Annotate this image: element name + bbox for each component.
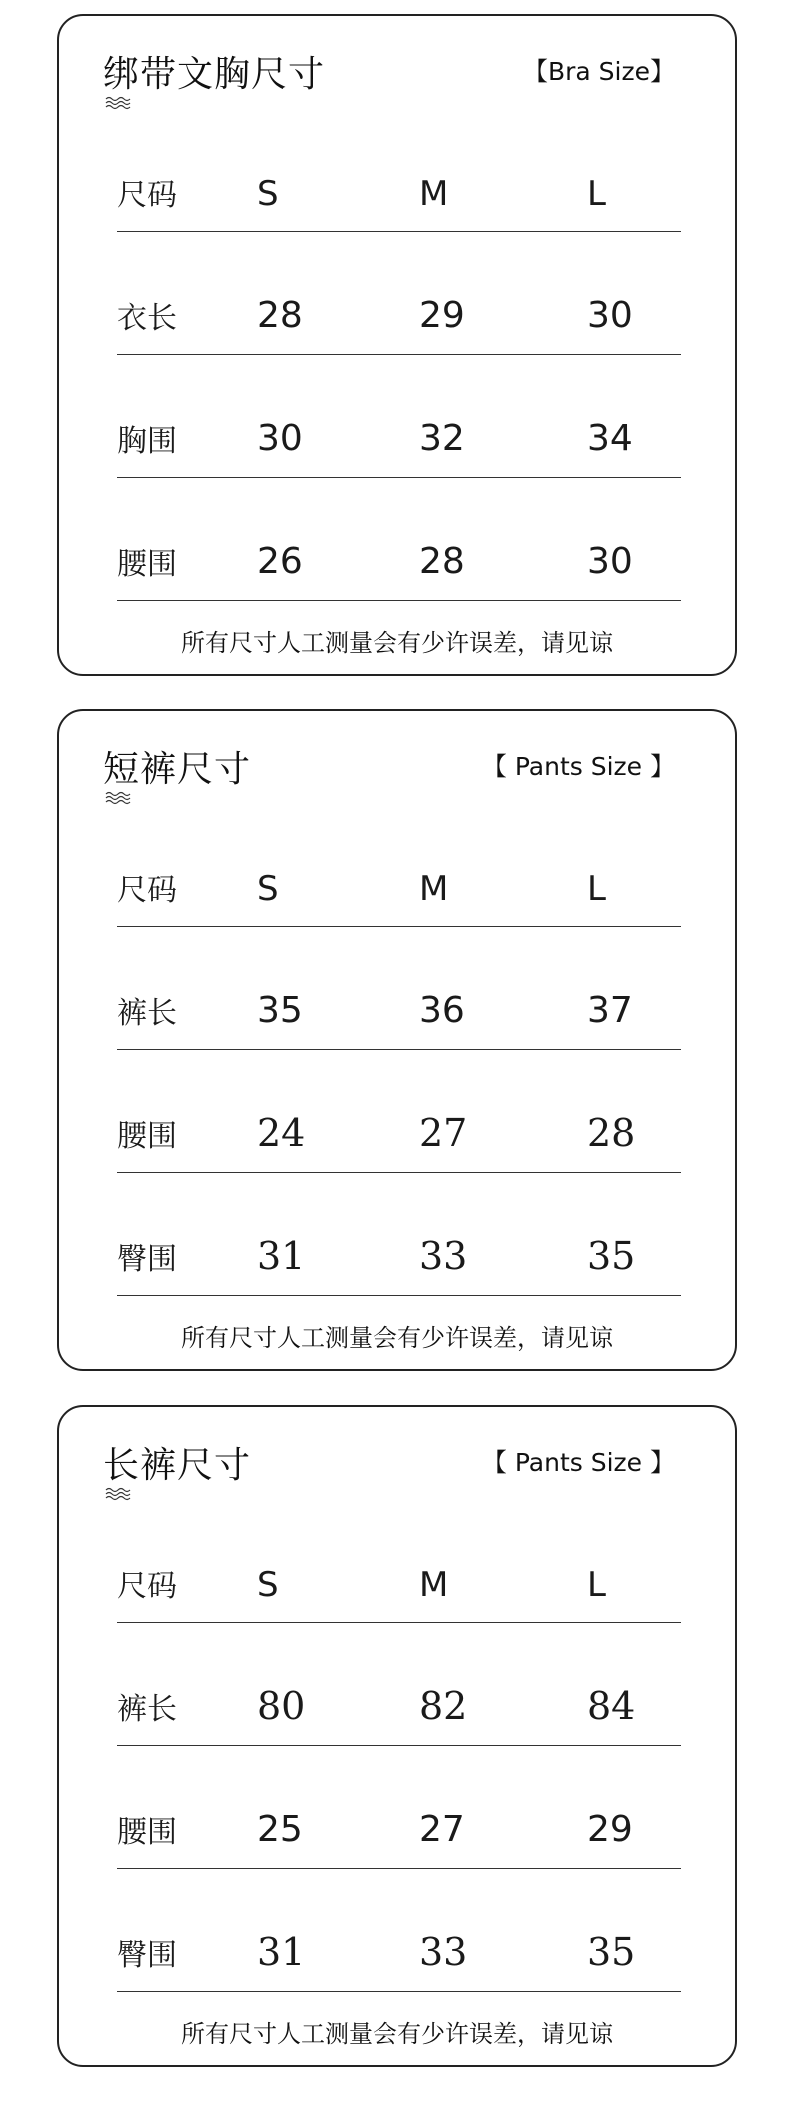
table-header-row bbox=[117, 128, 681, 232]
value-l: 30 bbox=[587, 295, 633, 336]
table-row bbox=[117, 1746, 681, 1869]
row-label: 臀围 bbox=[117, 1938, 177, 1973]
wave-decoration-icon bbox=[105, 96, 131, 110]
size-label: 尺码 bbox=[117, 1569, 177, 1604]
value-l: 84 bbox=[587, 1684, 636, 1728]
size-label: 尺码 bbox=[117, 178, 177, 213]
table-row bbox=[117, 1050, 681, 1173]
size-s: S bbox=[257, 869, 279, 909]
size-s: S bbox=[257, 1565, 279, 1605]
value-m: 28 bbox=[419, 541, 465, 582]
table-row bbox=[117, 478, 681, 601]
row-label: 裤长 bbox=[117, 996, 177, 1031]
measurement-note: 所有尺寸人工测量会有少许误差，请见谅 bbox=[181, 2020, 613, 2048]
card-tag: 【 Pants Size 】 bbox=[481, 1448, 675, 1477]
table-header-row bbox=[117, 823, 681, 927]
size-s: S bbox=[257, 174, 279, 214]
value-l: 37 bbox=[587, 990, 633, 1031]
card-title: 绑带文胸尺寸 bbox=[103, 54, 326, 95]
value-l: 35 bbox=[587, 1234, 636, 1278]
size-l: L bbox=[587, 869, 606, 909]
shorts-size-card bbox=[57, 709, 737, 1371]
value-m: 29 bbox=[419, 295, 465, 336]
table-row bbox=[117, 927, 681, 1050]
size-m: M bbox=[419, 1565, 449, 1605]
size-table bbox=[117, 128, 681, 601]
size-m: M bbox=[419, 869, 449, 909]
row-label: 裤长 bbox=[117, 1692, 177, 1727]
row-label: 腰围 bbox=[117, 547, 177, 582]
card-title: 长裤尺寸 bbox=[103, 1445, 252, 1486]
value-s: 28 bbox=[257, 295, 303, 336]
size-m: M bbox=[419, 174, 449, 214]
row-label: 衣长 bbox=[117, 301, 177, 336]
value-s: 26 bbox=[257, 541, 303, 582]
value-l: 30 bbox=[587, 541, 633, 582]
table-row bbox=[117, 1173, 681, 1296]
wave-decoration-icon bbox=[105, 791, 131, 805]
table-row bbox=[117, 355, 681, 478]
value-s: 31 bbox=[257, 1930, 306, 1974]
value-m: 27 bbox=[419, 1111, 468, 1155]
value-s: 35 bbox=[257, 990, 303, 1031]
size-l: L bbox=[587, 1565, 606, 1605]
row-label: 臀围 bbox=[117, 1242, 177, 1277]
table-row bbox=[117, 1869, 681, 1992]
value-m: 36 bbox=[419, 990, 465, 1031]
value-m: 27 bbox=[419, 1809, 465, 1850]
measurement-note: 所有尺寸人工测量会有少许误差，请见谅 bbox=[181, 629, 613, 657]
value-s: 31 bbox=[257, 1234, 306, 1278]
card-tag: 【Bra Size】 bbox=[522, 57, 675, 86]
value-s: 80 bbox=[257, 1684, 306, 1728]
value-l: 29 bbox=[587, 1809, 633, 1850]
value-s: 24 bbox=[257, 1111, 306, 1155]
value-m: 33 bbox=[419, 1930, 468, 1974]
card-tag: 【 Pants Size 】 bbox=[481, 752, 675, 781]
wave-decoration-icon bbox=[105, 1487, 131, 1501]
size-table bbox=[117, 1519, 681, 1992]
long-pants-size-card bbox=[57, 1405, 737, 2067]
value-m: 82 bbox=[419, 1684, 468, 1728]
row-label: 腰围 bbox=[117, 1815, 177, 1850]
size-label: 尺码 bbox=[117, 873, 177, 908]
row-label: 胸围 bbox=[117, 424, 177, 459]
value-s: 30 bbox=[257, 418, 303, 459]
measurement-note: 所有尺寸人工测量会有少许误差，请见谅 bbox=[181, 1324, 613, 1352]
card-title: 短裤尺寸 bbox=[103, 749, 252, 790]
table-row bbox=[117, 1623, 681, 1746]
size-table bbox=[117, 823, 681, 1296]
row-label: 腰围 bbox=[117, 1119, 177, 1154]
value-l: 28 bbox=[587, 1111, 636, 1155]
table-row bbox=[117, 232, 681, 355]
size-l: L bbox=[587, 174, 606, 214]
bra-size-card bbox=[57, 14, 737, 676]
value-s: 25 bbox=[257, 1809, 303, 1850]
value-l: 35 bbox=[587, 1930, 636, 1974]
value-l: 34 bbox=[587, 418, 633, 459]
value-m: 32 bbox=[419, 418, 465, 459]
value-m: 33 bbox=[419, 1234, 468, 1278]
table-header-row bbox=[117, 1519, 681, 1623]
